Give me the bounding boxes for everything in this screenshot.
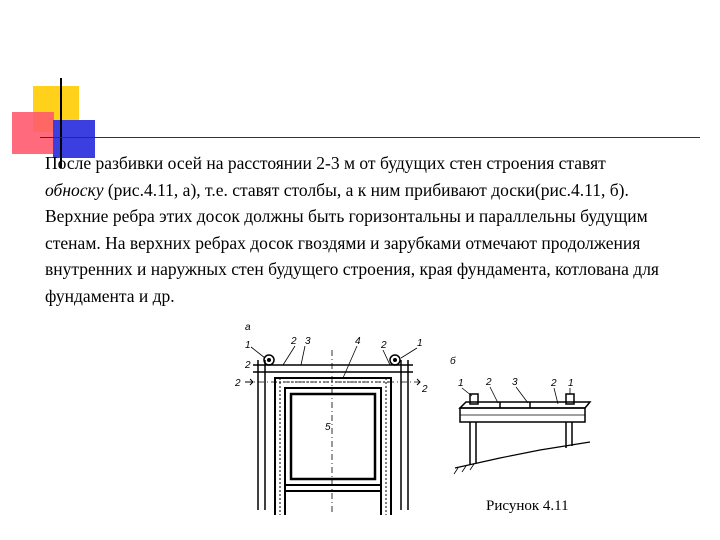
figure-a-letter: а — [245, 322, 251, 333]
fig-a-label-2-top-right: 2 — [381, 340, 387, 351]
fig-a-label-1-left: 1 — [245, 340, 251, 351]
figure-b-perspective — [440, 350, 600, 475]
fig-a-label-2-left: 2 — [245, 360, 251, 371]
fig-a-label-5: 5 — [325, 422, 331, 433]
figure-caption: Рисунок 4.11 — [486, 498, 569, 514]
paragraph-part1: После разбивки осей на расстоянии 2-3 м от будущих стен строения ставят — [45, 153, 606, 173]
decor-horizontal-line — [40, 137, 700, 138]
fig-a-label-3: 3 — [305, 336, 311, 347]
fig-a-label-2-side-right: 2 — [422, 384, 428, 395]
fig-b-label-3: 3 — [512, 377, 518, 388]
fig-b-label-2: 2 — [486, 377, 492, 388]
fig-b-label-1b: 1 — [568, 378, 574, 389]
body-paragraph — [45, 150, 665, 310]
decor-red-square — [12, 112, 54, 154]
fig-b-label-1: 1 — [458, 378, 464, 389]
paragraph-emphasis: обноску — [45, 179, 104, 200]
fig-a-label-2-top: 2 — [291, 336, 297, 347]
fig-a-label-2-side-left: 2 — [235, 378, 241, 389]
fig-a-label-1-right: 1 — [417, 338, 423, 349]
paragraph-part2: (рис.4.11, а), т.е. ставят столбы, а к ним прибивают доски(рис.4.11, б). Верхние ребра этих досок должны быть горизонтальны и параллельны будущим стенам. На верхних ребрах досок гвоздями и зарубками отмечают продолжения внутренних и наружных стен будущего строения, края фундамента, котлована для фундамента и др. — [45, 179, 659, 306]
figure-b-letter: б — [450, 356, 456, 367]
fig-b-label-2b: 2 — [551, 378, 557, 389]
figure-a-plan — [225, 320, 435, 515]
fig-a-label-4: 4 — [355, 336, 361, 347]
